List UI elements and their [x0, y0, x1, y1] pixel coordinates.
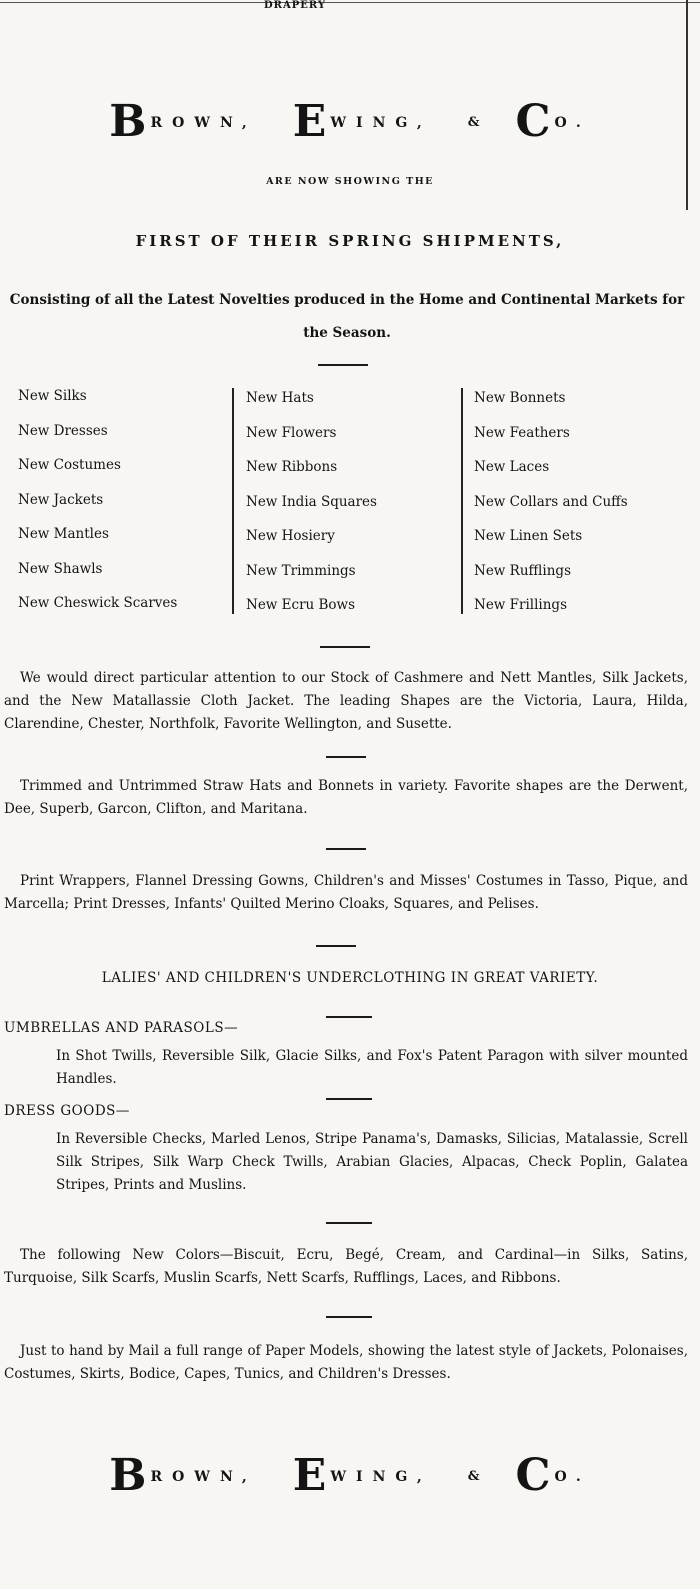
- column-separator: [461, 388, 463, 614]
- list-item: New Cheswick Scarves: [18, 595, 178, 611]
- firm-word-brown: B ROWN,: [109, 96, 257, 147]
- underclothing-heading: LALIES' AND CHILDREN'S UNDERCLOTHING IN GREAT VARIETY.: [101, 970, 599, 986]
- wrappers-paragraph: Print Wrappers, Flannel Dressing Gowns, Children's and Misses' Costumes in Tasso, Pique, and Marcella; Print Dresses, Infants' Quilted Merino Cloaks, Squares, and Pelises.: [4, 873, 688, 912]
- list-item: New Mantles: [18, 526, 109, 542]
- divider-rule: [320, 646, 370, 648]
- list-item: New Ribbons: [246, 459, 338, 475]
- goods-column-left: [18, 379, 177, 621]
- firm-word-ewing: E WING,: [292, 96, 432, 147]
- list-item: New Flowers: [246, 424, 337, 441]
- hats-paragraph: Trimmed and Untrimmed Straw Hats and Bonnets in variety. Favorite shapes are the Derwent, Dee, Superb, Garcon, Clifton, and Maritana.: [4, 778, 688, 817]
- divider-rule: [326, 756, 366, 758]
- divider-rule: [326, 848, 366, 850]
- list-item: New India Squares: [246, 493, 377, 510]
- firm-ampersand: &: [467, 1469, 480, 1484]
- list-item: New Feathers: [474, 424, 570, 441]
- list-item: New Frillings: [474, 597, 568, 613]
- divider-rule: [318, 364, 368, 366]
- column-separator: [232, 388, 234, 614]
- umbrellas-text: In Shot Twills, Reversible Silk, Glacie Silks, and Fox's Patent Paragon with silver mounted Handles.: [56, 1048, 688, 1087]
- list-item: New Shawls: [18, 560, 103, 577]
- list-item: New Hats: [246, 390, 314, 406]
- firm-word-ewing: E WING,: [292, 1450, 432, 1501]
- divider-rule: [326, 1316, 372, 1318]
- dress-goods-heading: DRESS GOODS—: [4, 1103, 130, 1119]
- novelties-statement: Consisting of all the Latest Novelties produced in the Home and Continental Markets for the Season.: [9, 292, 685, 341]
- divider-rule: [326, 1098, 372, 1100]
- list-item: New Bonnets: [474, 390, 566, 406]
- are-now-showing: ARE NOW SHOWING THE: [266, 176, 434, 187]
- list-item: New Ecru Bows: [246, 597, 356, 613]
- colors-paragraph: The following New Colors—Biscuit, Ecru, Begé, Cream, and Cardinal—in Silks, Satins, Turquoise, Silk Scarfs, Muslin Scarfs, Nett Scarfs, Rufflings, Laces, and Ribbons.: [4, 1247, 688, 1286]
- goods-column-middle: [246, 381, 377, 623]
- list-item: New Hosiery: [246, 528, 335, 544]
- list-item: New Costumes: [18, 457, 121, 473]
- mantles-paragraph: We would direct particular attention to our Stock of Cashmere and Nett Mantles, Silk Jackets, and the New Matallassie Cloth Jacket. The leading Shapes are the Victoria, Laura, Hilda, Clarendine, Chester, Northfolk, Favorite Wellington, and Susette.: [4, 670, 688, 732]
- list-item: New Dresses: [18, 422, 108, 439]
- list-item: New Trimmings: [246, 562, 356, 579]
- divider-rule: [326, 1222, 372, 1224]
- list-item: New Linen Sets: [474, 528, 583, 544]
- firm-ampersand: &: [467, 115, 480, 130]
- firm-word-co: C O.: [515, 1450, 591, 1501]
- divider-rule: [326, 1016, 372, 1018]
- firm-name-header: [0, 96, 700, 147]
- firm-word-co: C O.: [515, 96, 591, 147]
- firm-word-brown: B ROWN,: [109, 1450, 257, 1501]
- section-heading: DRAPERY: [263, 0, 327, 11]
- list-item: New Laces: [474, 459, 550, 475]
- list-item: New Collars and Cuffs: [474, 493, 628, 510]
- dress-goods-text: In Reversible Checks, Marled Lenos, Stripe Panama's, Damasks, Silicias, Matalassie, Screll Silk Stripes, Silk Warp Check Twills, Arabian Glacies, Alpacas, Check Poplin, Galatea Stripes, Prints and Muslins.: [56, 1131, 688, 1193]
- list-item: New Rufflings: [474, 562, 571, 579]
- paper-models-paragraph: Just to hand by Mail a full range of Paper Models, showing the latest style of Jackets, Polonaises, Costumes, Skirts, Bodice, Capes, Tunics, and Children's Dresses.: [4, 1343, 688, 1382]
- goods-column-right: [474, 381, 628, 623]
- divider-rule: [316, 945, 356, 947]
- spring-shipments-heading: FIRST OF THEIR SPRING SHIPMENTS,: [135, 232, 565, 250]
- list-item: New Silks: [18, 388, 87, 404]
- umbrellas-heading: UMBRELLAS AND PARASOLS—: [4, 1020, 239, 1036]
- firm-name-footer: [0, 1450, 700, 1501]
- list-item: New Jackets: [18, 491, 104, 508]
